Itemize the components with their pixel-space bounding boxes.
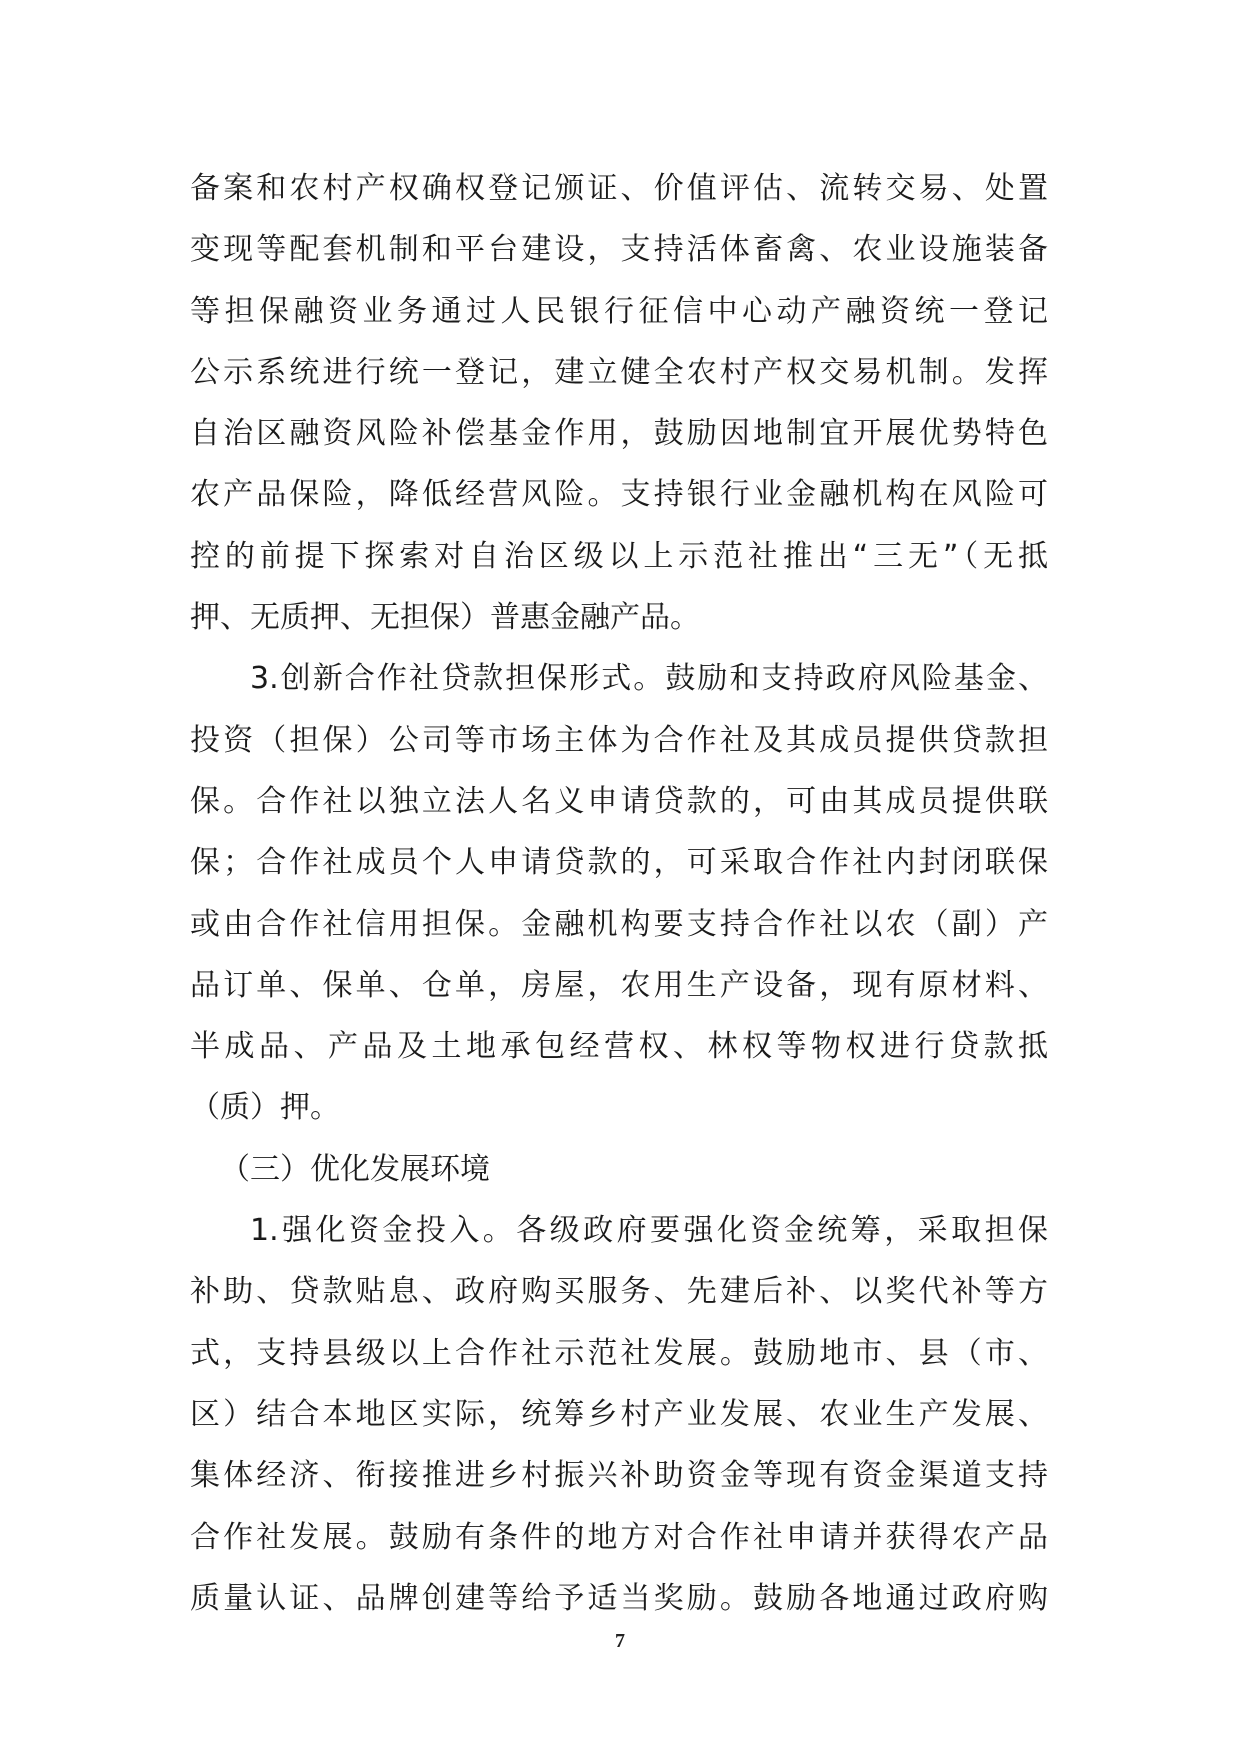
- text-line: 控的前提下探索对自治区级以上示范社推出“三无”（无抵: [190, 538, 1048, 574]
- section-heading: （三）优化发展环境: [220, 1151, 490, 1187]
- text-line: 变现等配套机制和平台建设，支持活体畜禽、农业设施装备: [190, 232, 1048, 268]
- text-line: 集体经济、衔接推进乡村振兴补助资金等现有资金渠道支持: [190, 1458, 1048, 1494]
- text-line: 质量认证、品牌创建等给予适当奖励。鼓励各地通过政府购: [190, 1580, 1048, 1616]
- page-number: 7: [615, 1630, 625, 1652]
- text-line: （质）押。: [190, 1090, 340, 1126]
- text-line: 合作社发展。鼓励有条件的地方对合作社申请并获得农产品: [190, 1519, 1048, 1555]
- text-line: 补助、贷款贴息、政府购买服务、先建后补、以奖代补等方: [190, 1274, 1048, 1310]
- text-line: 品订单、保单、仓单，房屋，农用生产设备，现有原材料、: [190, 967, 1048, 1003]
- text-line: 公示系统进行统一登记，建立健全农村产权交易机制。发挥: [190, 354, 1048, 390]
- text-line: 区）结合本地区实际，统筹乡村产业发展、农业生产发展、: [190, 1396, 1048, 1432]
- text-line: 1.强化资金投入。各级政府要强化资金统筹，采取担保: [250, 1213, 1048, 1249]
- text-line: 或由合作社信用担保。金融机构要支持合作社以农（副）产: [190, 906, 1048, 942]
- body-text: [190, 158, 1048, 1629]
- text-line: 3.创新合作社贷款担保形式。鼓励和支持政府风险基金、: [250, 661, 1048, 697]
- text-line: 押、无质押、无担保）普惠金融产品。: [190, 600, 700, 636]
- text-line: 保。合作社以独立法人名义申请贷款的，可由其成员提供联: [190, 783, 1048, 819]
- text-line: 农产品保险，降低经营风险。支持银行业金融机构在风险可: [190, 477, 1048, 513]
- text-line: 备案和农村产权确权登记颁证、价值评估、流转交易、处置: [190, 171, 1048, 206]
- text-line: 式，支持县级以上合作社示范社发展。鼓励地市、县（市、: [190, 1335, 1048, 1371]
- text-line: 半成品、产品及土地承包经营权、林权等物权进行贷款抵: [190, 1029, 1048, 1065]
- text-line: 等担保融资业务通过人民银行征信中心动产融资统一登记: [190, 293, 1048, 329]
- text-line: 保；合作社成员个人申请贷款的，可采取合作社内封闭联保: [190, 845, 1048, 881]
- text-line: 自治区融资风险补偿基金作用，鼓励因地制宜开展优势特色: [190, 416, 1048, 452]
- text-line: 投资（担保）公司等市场主体为合作社及其成员提供贷款担: [190, 722, 1048, 758]
